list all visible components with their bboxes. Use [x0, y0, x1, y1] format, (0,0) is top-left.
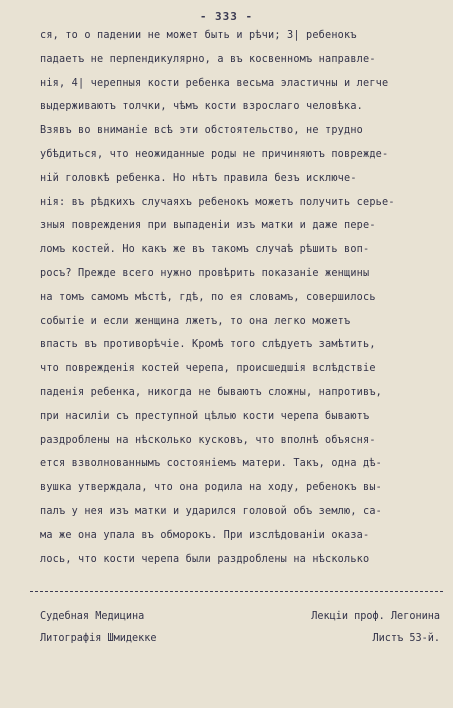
text-line: нія: въ рѣдкихъ случаяхъ ребенокъ можетъ получить серье-	[40, 197, 395, 208]
text-line: ма же она упала въ обморокъ. При изслѣдованіи оказа-	[40, 530, 370, 541]
text-line: ся, то о падении не может быть и рѣчи; 3| ребенокъ	[40, 30, 357, 41]
text-line: что поврежденія костей черепа, происшедшія вслѣдствіе	[40, 363, 376, 374]
text-line: ется взволнованнымъ состояніемъ матери. Такъ, одна дѣ-	[40, 458, 383, 469]
footer-row	[40, 611, 440, 622]
footer-lithography: Литографія Шмидекке	[40, 633, 157, 644]
text-line: росъ? Прежде всего нужно провѣрить показаніе женщины	[40, 268, 370, 279]
text-line: лось, что кости черепа были раздроблены на нѣсколько	[40, 554, 370, 565]
text-line: раздроблены на нѣсколько кусковъ, что вполнѣ объясня-	[40, 435, 376, 446]
text-line: ломъ костей. Но какъ же въ такомъ случаѣ рѣшить воп-	[40, 244, 370, 255]
text-line: убѣдиться, что неожиданные роды не причиняютъ поврежде-	[40, 149, 389, 160]
footer-lecturer: Лекціи проф. Легонина	[311, 611, 440, 622]
footer-divider	[30, 591, 443, 592]
text-line: событіе и если женщина лжетъ, то она легко можетъ	[40, 316, 351, 327]
text-line: зныя повреждения при выпаденіи изъ матки и даже пере-	[40, 220, 376, 231]
text-line: нія, 4| черепныя кости ребенка весьма эластичны и легче	[40, 78, 389, 89]
text-line: вушка утверждала, что она родила на ходу, ребенокъ вы-	[40, 482, 383, 493]
text-line: падаетъ не перпендикулярно, а въ косвенномъ направле-	[40, 54, 376, 65]
footer-course-title: Судебная Медицина	[40, 611, 145, 622]
footer-row	[40, 633, 440, 644]
page-number: - 333 -	[199, 10, 254, 23]
footer-sheet-number: Листъ 53-й.	[372, 633, 440, 644]
text-line: Взявъ во вниманіе всѣ эти обстоятельство, не трудно	[40, 125, 364, 136]
text-line: выдерживаютъ толчки, чѣмъ кости взрослаго человѣка.	[40, 101, 364, 112]
text-line: на томъ самомъ мѣстѣ, гдѣ, по ея словамъ, совершилось	[40, 292, 376, 303]
text-line: ній головкѣ ребенка. Но нѣтъ правила безъ исключе-	[40, 173, 357, 184]
text-line: при насиліи съ преступной цѣлью кости черепа бываютъ	[40, 411, 370, 422]
text-line: палъ у нея изъ матки и ударился головой объ землю, са-	[40, 506, 383, 517]
text-line: паденія ребенка, никогда не бываютъ сложны, напротивъ,	[40, 387, 383, 398]
text-line: впасть въ противорѣчіе. Кромѣ того слѣдуетъ замѣтить,	[40, 339, 376, 350]
